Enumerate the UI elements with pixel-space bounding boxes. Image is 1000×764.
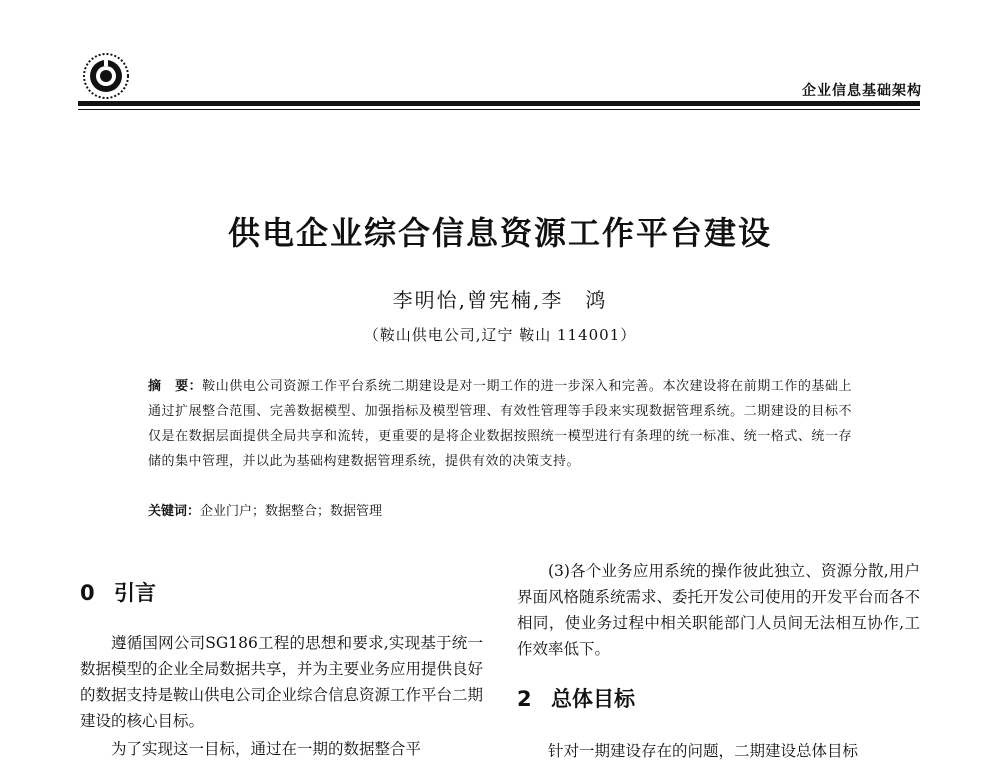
author-affiliation: （鞍山供电公司,辽宁 鞍山 114001） — [363, 326, 637, 344]
journal-section-label: 企业信息基础架构 — [802, 83, 922, 99]
section-2-paragraph: 针对一期建设存在的问题，二期建设总体目标 — [548, 742, 859, 760]
body-column-right — [517, 558, 920, 764]
abstract-label: 摘 要： — [148, 379, 203, 394]
section-2-number: 2 — [517, 687, 532, 711]
section-0-paragraph: 为了实现这一目标，通过在一期的数据整合平 — [111, 740, 422, 758]
header-rule-thick — [78, 101, 920, 106]
section-0-paragraph: 遵循国网公司SG186工程的思想和要求,实现基于统一数据模型的企业全局数据共享，并为主要业务应用提供良好的数据支持是鞍山供电公司企业综合信息资源工作平台二期建设的核心目标。 — [80, 634, 484, 730]
abstract — [148, 374, 852, 474]
section-0-title: 引言 — [114, 581, 156, 605]
keywords-text: 企业门户；数据整合；数据管理 — [200, 504, 383, 519]
keywords — [148, 499, 852, 524]
paper-authors: 李明怡,曾宪楠,李 鸿 — [392, 288, 608, 312]
body-column-left — [80, 580, 483, 762]
keywords-label: 关键词： — [148, 504, 201, 519]
section-2-title: 总体目标 — [551, 687, 635, 711]
header-rule-thin — [78, 109, 920, 110]
paper-title: 供电企业综合信息资源工作平台建设 — [227, 214, 772, 252]
section-0-heading — [80, 580, 483, 606]
journal-seal-icon — [82, 52, 130, 100]
section-2-heading — [517, 686, 920, 712]
abstract-text: 鞍山供电公司资源工作平台系统二期建设是对一期工作的进一步深入和完善。本次建设将在前期工作的基础上通过扩展整合范围、完善数据模型、加强指标及模型管理、有效性管理等手段来实现数据管理系统。二期建设的目标不仅是在数据层面提供全局共享和流转，更重要的是将企业数据按照统一模型进行有条理的统一标准、统一格式、统一存储的集中管理，并以此为基础构建数据管理系统，提供有效的决策支持。 — [148, 379, 852, 469]
section-0-number: 0 — [80, 581, 95, 605]
continued-paragraph: (3)各个业务应用系统的操作彼此独立、资源分散,用户界面风格随系统需求、委托开发公司使用的开发平台而各不相同，使业务过程中相关职能部门人员间无法相互协作,工作效率低下。 — [517, 562, 921, 658]
